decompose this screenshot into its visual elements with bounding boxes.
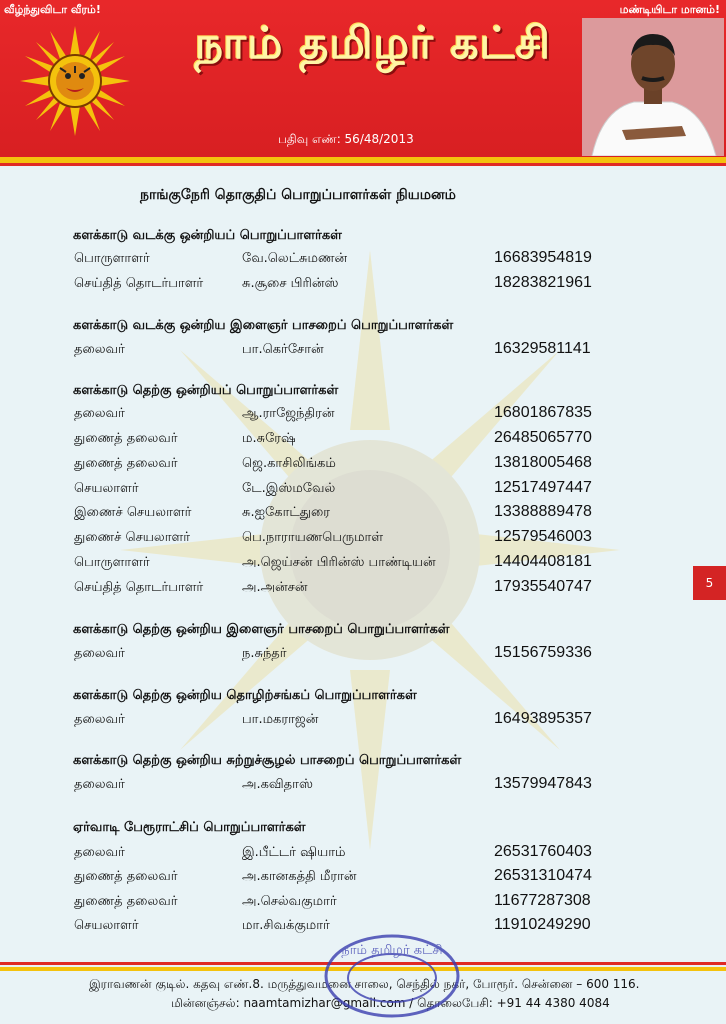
table-row bbox=[74, 505, 614, 527]
phone-cell: 26531310474 bbox=[494, 867, 592, 884]
svg-text:நாம் தமிழர் கட்சி: நாம் தமிழர் கட்சி bbox=[341, 943, 443, 958]
table-row bbox=[74, 481, 614, 503]
phone-cell: 11910249290 bbox=[494, 916, 591, 933]
role-cell: பொருளாளர் bbox=[74, 555, 150, 570]
role-cell: தலைவர் bbox=[74, 712, 125, 727]
phone-cell: 13818005468 bbox=[494, 454, 592, 471]
role-cell: செய்தித் தொடர்பாளர் bbox=[74, 580, 204, 595]
name-cell: வே.லெட்சுமணன் bbox=[242, 251, 348, 266]
table-row bbox=[74, 276, 614, 298]
name-cell: சு.ஐகோட்துரை bbox=[242, 505, 331, 520]
header-red-stripe bbox=[0, 163, 726, 166]
tiger-emblem-icon bbox=[20, 26, 130, 136]
registration-number: பதிவு எண்: 56/48/2013 bbox=[278, 132, 414, 146]
phone-cell: 12579546003 bbox=[494, 528, 592, 545]
section-heading: களக்காடு வடக்கு ஒன்றிய இளைஞர் பாசறைப் பொறுப்பாளர்கள் bbox=[73, 318, 454, 333]
slogan-left: வீழ்ந்துவிடா வீரம்! bbox=[4, 3, 101, 16]
table-row bbox=[74, 431, 614, 453]
role-cell: செயலாளர் bbox=[74, 481, 139, 496]
name-cell: ந.சுந்தர் bbox=[242, 646, 287, 661]
role-cell: இணைச் செயலாளர் bbox=[74, 505, 192, 520]
phone-cell: 15156759336 bbox=[494, 644, 592, 661]
table-row bbox=[74, 894, 614, 916]
table-row bbox=[74, 456, 614, 478]
name-cell: அ.செல்வகுமார் bbox=[242, 894, 337, 909]
party-seal-stamp bbox=[322, 932, 462, 1020]
role-cell: தலைவர் bbox=[74, 406, 125, 421]
name-cell: அ.கவிதாஸ் bbox=[242, 777, 313, 792]
table-row bbox=[74, 342, 614, 364]
table-row bbox=[74, 845, 614, 867]
name-cell: சு.சூசை பிரின்ஸ் bbox=[242, 276, 339, 291]
role-cell: தலைவர் bbox=[74, 646, 125, 661]
name-cell: பெ.நாராயணபெருமாள் bbox=[242, 530, 384, 545]
phone-cell: 11677287308 bbox=[494, 892, 591, 909]
letterhead-banner bbox=[0, 0, 726, 157]
table-row bbox=[74, 251, 614, 273]
slogan-right: மண்டியிடா மானம்! bbox=[619, 3, 720, 16]
phone-cell: 26531760403 bbox=[494, 843, 592, 860]
phone-cell: 16801867835 bbox=[494, 404, 592, 421]
table-row bbox=[74, 869, 614, 891]
name-cell: இ.பீட்டர் ஷியாம் bbox=[242, 845, 346, 860]
phone-cell: 16683954819 bbox=[494, 249, 592, 266]
table-row bbox=[74, 555, 614, 577]
footer-contact: மின்னஞ்சல்: naamtamizhar@gmail.com / தொலைபேசி: +91 44 4380 4084 bbox=[171, 996, 610, 1010]
role-cell: துணைத் தலைவர் bbox=[74, 869, 178, 884]
role-cell: துணைச் செயலாளர் bbox=[74, 530, 191, 545]
name-cell: அ.கானகத்தி மீரான் bbox=[242, 869, 357, 884]
page-number-tab: 5 bbox=[693, 566, 726, 600]
table-row bbox=[74, 777, 614, 799]
phone-cell: 12517497447 bbox=[494, 479, 592, 496]
name-cell: அ.ஜெய்சன் பிரின்ஸ் பாண்டியன் bbox=[242, 555, 436, 570]
section-heading: களக்காடு தெற்கு ஒன்றியப் பொறுப்பாளர்கள் bbox=[73, 383, 339, 398]
leader-portrait bbox=[582, 18, 724, 156]
section-heading: களக்காடு தெற்கு ஒன்றிய இளைஞர் பாசறைப் பொறுப்பாளர்கள் bbox=[73, 622, 450, 637]
section-heading: களக்காடு வடக்கு ஒன்றியப் பொறுப்பாளர்கள் bbox=[73, 228, 342, 243]
role-cell: துணைத் தலைவர் bbox=[74, 894, 178, 909]
table-row bbox=[74, 646, 614, 668]
role-cell: தலைவர் bbox=[74, 342, 125, 357]
name-cell: பா.மகராஜன் bbox=[242, 712, 319, 727]
role-cell: தலைவர் bbox=[74, 777, 125, 792]
phone-cell: 17935540747 bbox=[494, 578, 592, 595]
name-cell: அ.அன்சன் bbox=[242, 580, 308, 595]
phone-cell: 26485065770 bbox=[494, 429, 592, 446]
phone-cell: 16329581141 bbox=[494, 340, 591, 357]
role-cell: துணைத் தலைவர் bbox=[74, 431, 178, 446]
section-heading: களக்காடு தெற்கு ஒன்றிய சுற்றுச்சூழல் பாசறைப் பொறுப்பாளர்கள் bbox=[73, 753, 462, 768]
name-cell: டே.இஸ்மவேல் bbox=[242, 481, 336, 496]
phone-cell: 16493895357 bbox=[494, 710, 592, 727]
role-cell: செயலாளர் bbox=[74, 918, 139, 933]
role-cell: துணைத் தலைவர் bbox=[74, 456, 178, 471]
name-cell: ஆ.ராஜேந்திரன் bbox=[242, 406, 335, 421]
document-title: நாங்குநேரி தொகுதிப் பொறுப்பாளர்கள் நியமனம் bbox=[140, 187, 456, 203]
section-heading: ஏர்வாடி பேரூராட்சிப் பொறுப்பாளர்கள் bbox=[73, 820, 306, 835]
phone-cell: 13579947843 bbox=[494, 775, 592, 792]
role-cell: தலைவர் bbox=[74, 845, 125, 860]
section-heading: களக்காடு தெற்கு ஒன்றிய தொழிற்சங்கப் பொறுப்பாளர்கள் bbox=[73, 688, 417, 703]
name-cell: ஜெ.காசிலிங்கம் bbox=[242, 456, 336, 471]
phone-cell: 18283821961 bbox=[494, 274, 592, 291]
footer-address: இராவணன் குடில். கதவு எண்.8. மருத்துவமனை சாலை, செந்தில் நகர், போரூர். சென்னை – 600 116. bbox=[89, 977, 640, 991]
name-cell: பா.கெர்சோன் bbox=[242, 342, 324, 357]
table-row bbox=[74, 580, 614, 602]
name-cell: ம.சுரேஷ் bbox=[242, 431, 296, 446]
phone-cell: 13388889478 bbox=[494, 503, 592, 520]
table-row bbox=[74, 530, 614, 552]
table-row bbox=[74, 712, 614, 734]
name-cell: மா.சிவக்குமார் bbox=[242, 918, 330, 933]
party-name: நாம் தமிழர் கட்சி bbox=[194, 18, 552, 69]
phone-cell: 14404408181 bbox=[494, 553, 592, 570]
role-cell: பொருளாளர் bbox=[74, 251, 150, 266]
table-row bbox=[74, 406, 614, 428]
role-cell: செய்தித் தொடர்பாளர் bbox=[74, 276, 204, 291]
